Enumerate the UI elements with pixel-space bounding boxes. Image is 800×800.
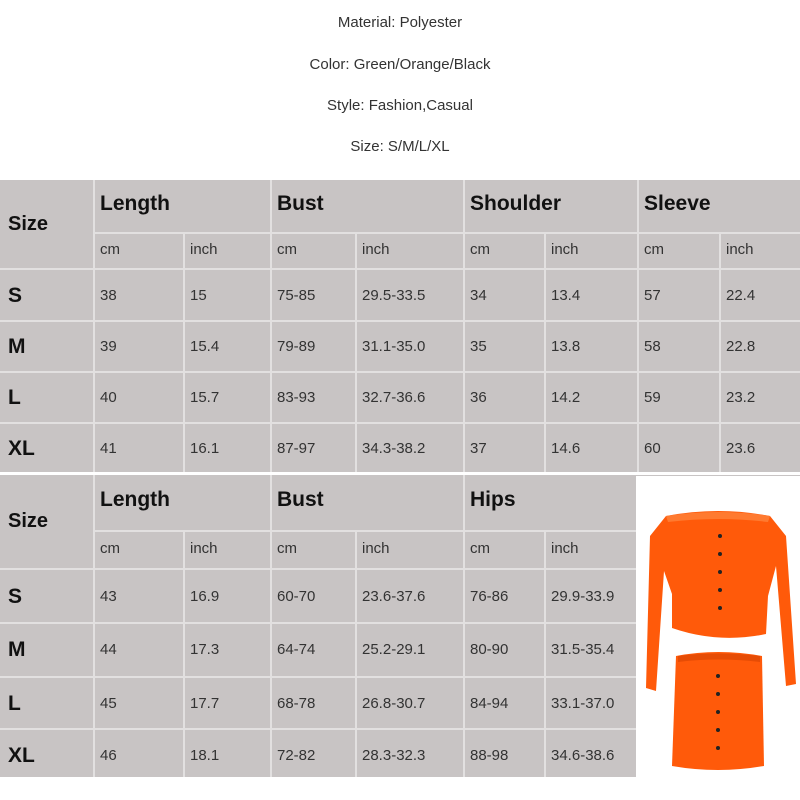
table-cell: 59: [644, 389, 661, 406]
unit-header: inch: [551, 540, 579, 557]
size-row-label: S: [8, 284, 23, 307]
measurement-group-header: Length: [100, 488, 170, 511]
measurement-group-header: Shoulder: [470, 192, 562, 215]
table-cell: 13.4: [551, 287, 581, 304]
row-divider: [0, 622, 636, 624]
table-cell: 33.1-37.0: [551, 695, 615, 712]
row-divider: [0, 728, 636, 730]
size-row-label: XL: [8, 437, 35, 460]
unit-header: cm: [470, 241, 490, 258]
unit-header: inch: [362, 241, 390, 258]
table-cell: 37: [470, 440, 487, 457]
size-row-label: L: [8, 692, 21, 715]
table-cell: 84-94: [470, 695, 509, 712]
table-cell: 14.2: [551, 389, 581, 406]
row-divider: [93, 530, 636, 532]
table-cell: 22.8: [726, 338, 756, 355]
row-divider: [0, 320, 800, 322]
top-size-table: [0, 180, 800, 472]
table-cell: 32.7-36.6: [362, 389, 426, 406]
size-row-label: XL: [8, 744, 35, 767]
table-cell: 38: [100, 287, 117, 304]
table-cell: 41: [100, 440, 117, 457]
table-cell: 15: [190, 287, 207, 304]
table-cell: 23.6: [726, 440, 756, 457]
column-divider: [93, 475, 95, 777]
table-cell: 26.8-30.7: [362, 695, 426, 712]
table-cell: 31.5-35.4: [551, 641, 615, 658]
product-photo: [636, 476, 800, 777]
table-cell: 28.3-32.3: [362, 747, 426, 764]
table-cell: 87-97: [277, 440, 316, 457]
column-divider: [463, 475, 465, 530]
table-cell: 29.5-33.5: [362, 287, 426, 304]
column-divider: [93, 180, 95, 472]
measurement-group-header: Length: [100, 192, 170, 215]
row-divider: [0, 568, 636, 570]
size-row-label: M: [8, 335, 26, 358]
row-divider: [0, 422, 800, 424]
orange-outfit-image: [636, 476, 800, 777]
measurement-group-header: Sleeve: [644, 192, 711, 215]
unit-header: cm: [277, 540, 297, 557]
table-cell: 36: [470, 389, 487, 406]
table-cell: 58: [644, 338, 661, 355]
table-cell: 43: [100, 588, 117, 605]
measurement-group-header: Hips: [470, 488, 516, 511]
row-divider: [0, 268, 800, 270]
table-cell: 34: [470, 287, 487, 304]
measurement-group-header: Bust: [277, 488, 324, 511]
table-cell: 45: [100, 695, 117, 712]
unit-header: cm: [100, 540, 120, 557]
unit-header: cm: [277, 241, 297, 258]
column-divider: [637, 180, 639, 232]
row-divider: [93, 232, 800, 234]
color-text: Color: Green/Orange/Black: [309, 56, 491, 73]
table-cell: 46: [100, 747, 117, 764]
size-row-label: L: [8, 386, 21, 409]
table-cell: 23.2: [726, 389, 756, 406]
column-divider: [270, 475, 272, 530]
table-cell: 60-70: [277, 588, 316, 605]
table-cell: 31.1-35.0: [362, 338, 426, 355]
table-cell: 60: [644, 440, 661, 457]
table-cell: 15.4: [190, 338, 220, 355]
unit-header: inch: [551, 241, 579, 258]
material-text: Material: Polyester: [337, 14, 463, 31]
unit-header: inch: [190, 540, 218, 557]
table-cell: 88-98: [470, 747, 509, 764]
unit-header: cm: [470, 540, 490, 557]
size-column-header: Size: [8, 510, 49, 532]
measurement-group-header: Bust: [277, 192, 324, 215]
table-cell: 80-90: [470, 641, 509, 658]
row-divider: [0, 371, 800, 373]
table-cell: 68-78: [277, 695, 316, 712]
unit-header: cm: [100, 241, 120, 258]
table-cell: 22.4: [726, 287, 756, 304]
table-cell: 16.1: [190, 440, 220, 457]
table-cell: 40: [100, 389, 117, 406]
column-divider: [270, 180, 272, 232]
table-cell: 17.3: [190, 641, 220, 658]
style-text: Style: Fashion,Casual: [327, 97, 473, 114]
table-cell: 15.7: [190, 389, 220, 406]
table-cell: 23.6-37.6: [362, 588, 426, 605]
row-divider: [0, 676, 636, 678]
table-cell: 75-85: [277, 287, 316, 304]
unit-header: inch: [362, 540, 390, 557]
size-row-label: S: [8, 585, 23, 608]
table-cell: 34.6-38.6: [551, 747, 615, 764]
table-cell: 76-86: [470, 588, 509, 605]
table-cell: 29.9-33.9: [551, 588, 615, 605]
unit-header: inch: [726, 241, 754, 258]
table-cell: 57: [644, 287, 661, 304]
size-row-label: M: [8, 638, 26, 661]
table-cell: 72-82: [277, 747, 316, 764]
table-cell: 18.1: [190, 747, 220, 764]
size-column-header: Size: [8, 213, 49, 235]
unit-header: inch: [190, 241, 218, 258]
unit-header: cm: [644, 241, 664, 258]
table-cell: 16.9: [190, 588, 220, 605]
size-text: Size: S/M/L/XL: [350, 138, 450, 155]
table-cell: 83-93: [277, 389, 316, 406]
table-cell: 79-89: [277, 338, 316, 355]
table-cell: 14.6: [551, 440, 581, 457]
table-cell: 35: [470, 338, 487, 355]
table-cell: 64-74: [277, 641, 316, 658]
table-cell: 25.2-29.1: [362, 641, 426, 658]
table-cell: 13.8: [551, 338, 581, 355]
table-cell: 17.7: [190, 695, 220, 712]
table-cell: 39: [100, 338, 117, 355]
table-cell: 34.3-38.2: [362, 440, 426, 457]
table-cell: 44: [100, 641, 117, 658]
column-divider: [463, 180, 465, 232]
